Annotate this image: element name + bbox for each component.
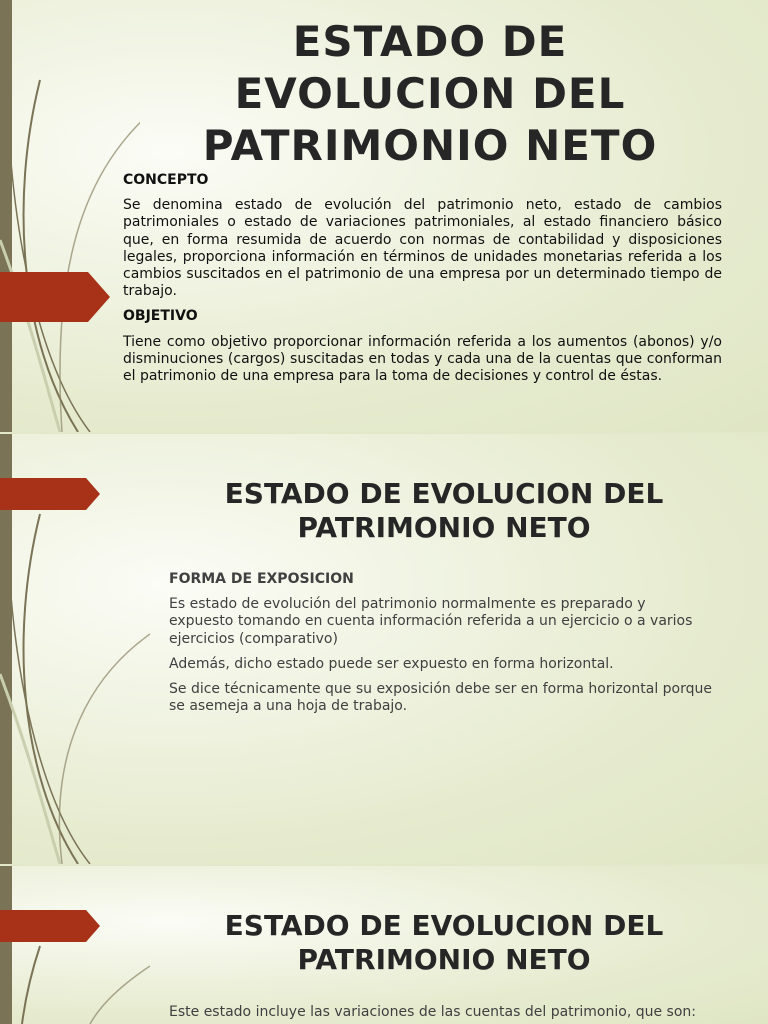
decorative-curves [0, 866, 180, 1024]
objective-text: Tiene como objetivo proporcionar información referida a los aumentos (abonos) y/o disminuciones (cargos) suscitadas en todas y cada una de la cuentas que conforman el patrimonio de una empresa para la toma de decisiones y control de éstas. [123, 333, 722, 385]
slide-2-body [169, 571, 714, 723]
paragraph: Se dice técnicamente que su exposición debe ser en forma horizontal porque se asemeja a una hoja de trabajo. [169, 681, 712, 715]
paragraph: Es estado de evolución del patrimonio normalmente es preparado y expuesto tomando en cuenta información referida a un ejercicio o a varios ejercicios (comparativo) [169, 596, 693, 647]
slide-1-title: ESTADO DE EVOLUCION DEL PATRIMONIO NETO [202, 17, 658, 170]
slide-1-body [123, 172, 722, 393]
exposition-heading: FORMA DE EXPOSICION [169, 571, 354, 587]
paragraph: Además, dicho estado puede ser expuesto en forma horizontal. [169, 655, 614, 672]
objective-heading: OBJETIVO [123, 308, 198, 325]
slide-2 [0, 434, 768, 864]
slide-3-title: ESTADO DE EVOLUCION DEL PATRIMONIO NETO [224, 909, 664, 976]
arrow-marker [0, 272, 110, 322]
decorative-curves [0, 0, 140, 432]
concept-text: Se denomina estado de evolución del patrimonio neto, estado de cambios patrimoniales o estado de variaciones patrimoniales, al estado financiero básico que, en forma resumida de acuerdo con normas de contabilidad y disposiciones legales, proporciona información en términos de unidades monetarias referida a los cambios suscitados en el patrimonio de una empresa por un determinado tiempo de trabajo. [123, 197, 722, 300]
slide-2-title: ESTADO DE EVOLUCION DEL PATRIMONIO NETO [224, 477, 664, 544]
slide-3 [0, 866, 768, 1024]
arrow-marker [0, 478, 100, 510]
slide-1 [0, 0, 768, 432]
slide-3-text: Este estado incluye las variaciones de las cuentas del patrimonio, que son: [169, 1004, 697, 1020]
arrow-marker [0, 910, 100, 942]
concept-heading: CONCEPTO [123, 172, 209, 188]
